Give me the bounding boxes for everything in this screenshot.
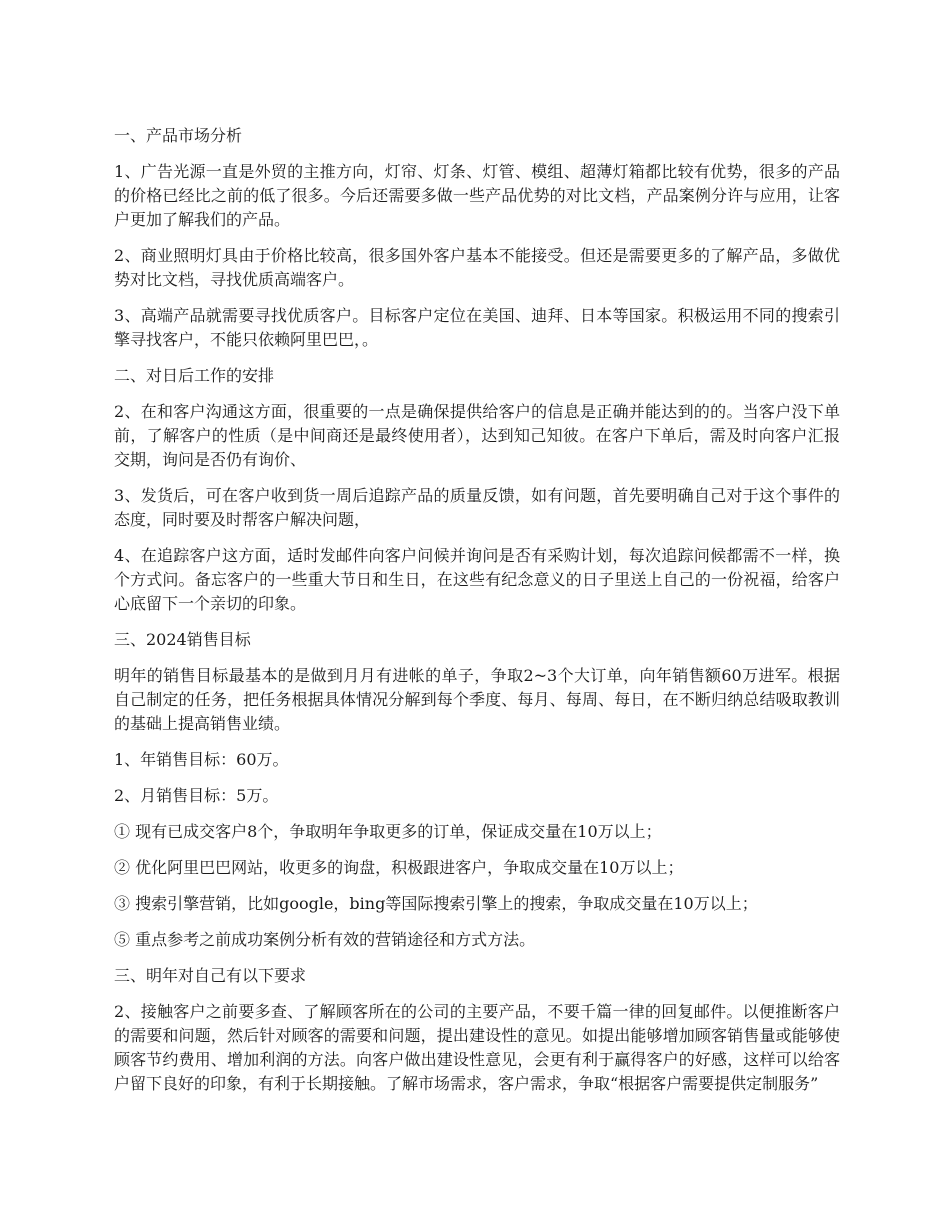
paragraph-commercial-lighting: 2、商业照明灯具由于价格比较高，很多国外客户基本不能接受。但还是需要更多的了解产品，多做优势对比文档，寻找优质高端客户。 <box>114 246 840 289</box>
paragraph-annual-target: 1、年销售目标：60万。 <box>114 750 289 769</box>
paragraph-ad-light-source: 1、广告光源一直是外贸的主推方向，灯帘、灯条、灯管、模组、超薄灯箱都比较有优势，很多的产品的价格已经比之前的低了很多。今后还需要多做一些产品优势的对比文档，产品案例分许与应用，让客户更加了解我们的产品。 <box>114 162 840 229</box>
paragraph-customer-followup: 4、在追踪客户这方面，适时发邮件向客户问候并询问是否有采购计划，每次追踪问候都需不一样，换个方式问。备忘客户的一些重大节日和生日，在这些有纪念意义的日子里送上自己的一份祝福，给客户心底留下一个亲切的印象。 <box>114 546 840 613</box>
paragraph-high-end-products: 3、高端产品就需要寻找优质客户。目标客户定位在美国、迪拜、日本等国家。积极运用不同的搜索引擎寻找客户，不能只依赖阿里巴巴，。 <box>114 306 840 349</box>
list-item-case-study: ⑤ 重点参考之前成功案例分析有效的营销途径和方式方法。 <box>114 930 536 949</box>
paragraph-after-shipment: 3、发货后，可在客户收到货一周后追踪产品的质量反馈，如有问题，首先要明确自己对于这个事件的态度，同时要及时帮客户解决问题， <box>114 486 840 529</box>
section-heading-sales-target: 三、2024销售目标 <box>114 630 251 649</box>
section-heading-market-analysis: 一、产品市场分析 <box>114 126 243 145</box>
paragraph-monthly-target: 2、月销售目标：5万。 <box>114 786 279 805</box>
paragraph-sales-target-intro: 明年的销售目标最基本的是做到月月有进帐的单子，争取2~3个大订单，向年销售额60万进军。根据自己制定的任务，把任务根据具体情况分解到每个季度、每月、每周、每日，在不断归纳总结吸取教训的基础上提高销售业绩。 <box>114 666 840 733</box>
list-item-existing-customers: ① 现有已成交客户8个，争取明年争取更多的订单，保证成交量在10万以上； <box>114 822 662 841</box>
section-heading-self-requirements: 三、明年对自己有以下要求 <box>114 966 307 985</box>
list-item-alibaba-optimization: ② 优化阿里巴巴网站，收更多的询盘，积极跟进客户，争取成交量在10万以上； <box>114 858 684 877</box>
list-item-search-engine-marketing: ③ 搜索引擎营销，比如google，bing等国际搜索引擎上的搜索，争取成交量在10万以上； <box>114 894 758 913</box>
section-heading-work-arrangement: 二、对日后工作的安排 <box>114 366 275 385</box>
paragraph-customer-research: 2、接触客户之前要多查、了解顾客所在的公司的主要产品，不要千篇一律的回复邮件。以便推断客户的需要和问题，然后针对顾客的需要和问题，提出建设性的意见。如提出能够增加顾客销售量或能够使顾客节约费用、增加利润的方法。向客户做出建设性意见，会更有利于赢得客户的好感，这样可以给客户留下良好的印象，有利于长期接触。了解市场需求，客户需求，争取“根据客户需要提供定制服务” <box>114 1002 840 1093</box>
paragraph-customer-communication: 2、在和客户沟通这方面，很重要的一点是确保提供给客户的信息是正确并能达到的的。当客户没下单前，了解客户的性质（是中间商还是最终使用者），达到知己知彼。在客户下单后，需及时向客户汇报交期，询问是否仍有询价、 <box>114 402 840 469</box>
document-page <box>114 124 840 1108</box>
